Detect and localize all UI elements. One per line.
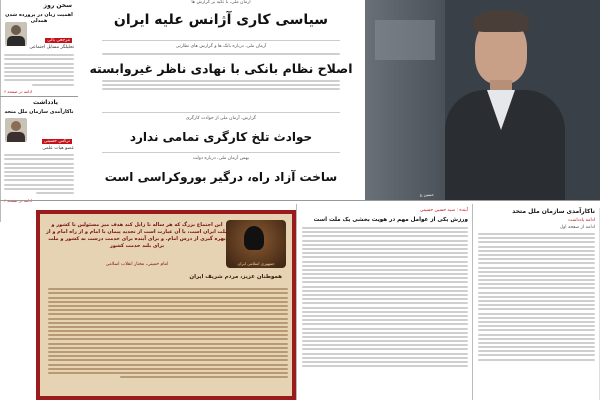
sports-article <box>300 208 470 400</box>
un-body <box>474 233 599 361</box>
un-title[interactable]: ناکارآمدی سازمان ملل متحد <box>512 208 595 215</box>
ad-top-quote: این اجتماع بزرگ که هر ساله تا زایل کند هدف میز مسئولین تا کشور و ملت ایران است، با آن عبارت است از تجدید پیمان با امام و از راه امام و از بهره گیری از درس امام. و برای آینده برای خدمت درست به کشور و ملت برای بلند خدمت کشور <box>46 222 228 249</box>
section2-title: یادداشت <box>33 99 58 106</box>
headline-title[interactable]: اصلاح نظام بانکی با نهادی ناظر غیروابسته <box>89 61 353 76</box>
article-byline: آینده : سید حسین حسینی <box>419 208 468 213</box>
author2-avatar <box>5 118 27 142</box>
ad-body <box>48 286 288 380</box>
headline-block <box>82 44 360 93</box>
headline-title[interactable]: حوادث تلخ کارگری تمامی ندارد <box>129 130 313 144</box>
headline-block <box>82 0 360 28</box>
headline-kicker: بهمن آرمان ملی، درباره دولت <box>193 156 249 161</box>
section1-body <box>4 52 74 88</box>
author2-name: عضو هیات علمی <box>42 146 74 151</box>
headline-kicker: گزارش، آرمان ملی از حوادث کارگری <box>185 116 257 121</box>
left-column <box>0 0 78 222</box>
author2-role: نرگس حسینی <box>43 139 70 144</box>
headline-kicker: آرمان ملی، درباره بانک ها و گزارش های نظارتی <box>175 44 267 49</box>
section1-continued: ادامه در صفحه ۶ <box>4 89 33 94</box>
section2-body <box>4 152 74 196</box>
ad-logo <box>226 220 286 268</box>
article-body <box>300 227 470 367</box>
article-headline[interactable]: ورزش یکی از عوامل مهم در هویت بخشی یک ملت است <box>313 217 468 223</box>
memorial-ad <box>36 210 296 400</box>
headline-title[interactable]: ساخت آزاد راه، درگیر بوروکراسی است <box>104 170 338 184</box>
headline-title[interactable]: سیاسی کاری آژانس علیه ایران <box>113 12 329 28</box>
ad-greeting: هموطنان عزیز، مردم شریف ایران <box>189 274 282 280</box>
un-subtitle: ادامه یادداشت <box>568 218 595 223</box>
ad-logo-text: جمهوری اسلامی ایران <box>237 261 275 266</box>
photo-caption: حسین غ <box>420 192 434 197</box>
author1-name: تحلیلگر مسایل اجتماعی <box>29 45 74 50</box>
section2-headline: ناکارآمدی سازمان ملل متحد <box>4 109 74 115</box>
headline-kicker: آرمان ملی، با تکیه بر گزارش ها <box>191 0 251 5</box>
section1-title: سخن روز <box>43 2 72 9</box>
headlines-column <box>82 0 360 200</box>
author1-avatar <box>5 22 27 46</box>
section1-headline: اهمیت زبان در پرورده شدن همدلی <box>5 12 73 24</box>
author1-role: مرجعی بالی <box>47 38 70 43</box>
ad-quote-source: امام خمینی، مختار انقلاب اسلامی <box>105 262 169 267</box>
un-column-title: ادامه از صفحه اول <box>559 225 595 230</box>
un-article <box>474 208 600 400</box>
headline-block <box>82 116 360 144</box>
portrait-photo <box>365 0 600 200</box>
headline-block <box>82 156 360 184</box>
